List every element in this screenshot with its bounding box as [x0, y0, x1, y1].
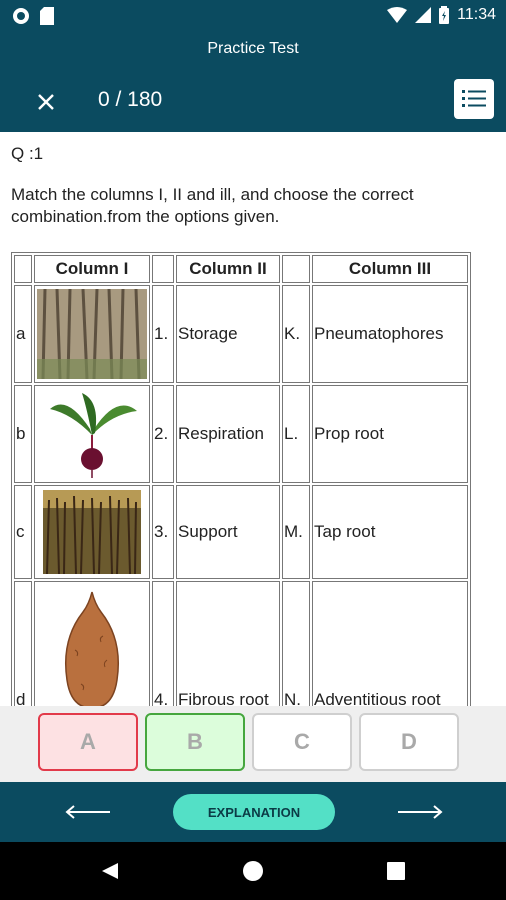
question-list-button[interactable] — [454, 79, 494, 119]
option-a-button[interactable]: A — [38, 713, 138, 771]
status-time: 11:34 — [457, 6, 496, 23]
column3-cell: Tap root — [312, 485, 468, 579]
column-header: Column I — [34, 255, 150, 283]
row-code: K. — [282, 285, 310, 383]
question-counter: 0 / 180 — [98, 88, 163, 111]
battery-icon — [439, 6, 449, 24]
home-icon[interactable] — [243, 861, 263, 881]
row-number: 4. — [152, 581, 174, 706]
list-icon — [461, 87, 487, 111]
signal-icon — [415, 7, 431, 23]
app-bar — [0, 32, 506, 132]
row-code: L. — [282, 385, 310, 483]
table-row — [14, 485, 468, 579]
row-letter: c — [14, 485, 32, 579]
row-image-cell — [34, 285, 150, 383]
close-button[interactable] — [28, 84, 64, 120]
question-number: Q :1 — [11, 144, 44, 163]
previous-button[interactable] — [58, 794, 118, 830]
status-bar — [0, 0, 506, 32]
table-row — [14, 581, 468, 706]
option-b-button[interactable]: B — [145, 713, 245, 771]
arrow-left-icon — [64, 804, 112, 820]
sweet-potato-image — [57, 590, 127, 706]
column-header: Column II — [176, 255, 280, 283]
column2-cell: Support — [176, 485, 280, 579]
row-image-cell — [34, 385, 150, 483]
explanation-button[interactable]: EXPLANATION — [173, 794, 335, 830]
question-text: Match the columns I, II and ill, and choose the correct combination.from the options given. — [11, 185, 414, 226]
column3-cell: Prop root — [312, 385, 468, 483]
row-number: 3. — [152, 485, 174, 579]
table-header-row — [14, 255, 468, 283]
app-title: Practice Test — [207, 40, 299, 57]
column-header: Column III — [312, 255, 468, 283]
question-content[interactable] — [0, 132, 506, 706]
row-letter: d — [14, 581, 32, 706]
column2-cell: Fibrous root — [176, 581, 280, 706]
close-icon — [37, 93, 55, 111]
option-c-button[interactable]: C — [252, 713, 352, 771]
column3-cell: Pneumatophores — [312, 285, 468, 383]
system-nav-bar — [0, 842, 506, 900]
column2-cell: Storage — [176, 285, 280, 383]
record-icon — [12, 7, 30, 25]
row-code: N. — [282, 581, 310, 706]
recents-icon[interactable] — [387, 862, 405, 880]
banyan-roots-image — [37, 289, 147, 379]
sd-card-icon — [40, 7, 54, 25]
row-image-cell — [34, 485, 150, 579]
table-row — [14, 285, 468, 383]
column3-cell: Adventitious root — [312, 581, 468, 706]
next-button[interactable] — [390, 794, 450, 830]
table-row — [14, 385, 468, 483]
row-number: 2. — [152, 385, 174, 483]
prop-roots-image — [43, 490, 141, 574]
row-letter: b — [14, 385, 32, 483]
row-image-cell — [34, 581, 150, 706]
match-table — [11, 252, 471, 706]
wifi-icon — [387, 7, 407, 23]
beetroot-image — [42, 389, 142, 479]
option-d-button[interactable]: D — [359, 713, 459, 771]
row-letter: a — [14, 285, 32, 383]
bottom-bar — [0, 782, 506, 842]
answer-options — [0, 706, 506, 782]
row-code: M. — [282, 485, 310, 579]
arrow-right-icon — [396, 804, 444, 820]
column2-cell: Respiration — [176, 385, 280, 483]
row-number: 1. — [152, 285, 174, 383]
back-icon[interactable] — [100, 861, 120, 881]
